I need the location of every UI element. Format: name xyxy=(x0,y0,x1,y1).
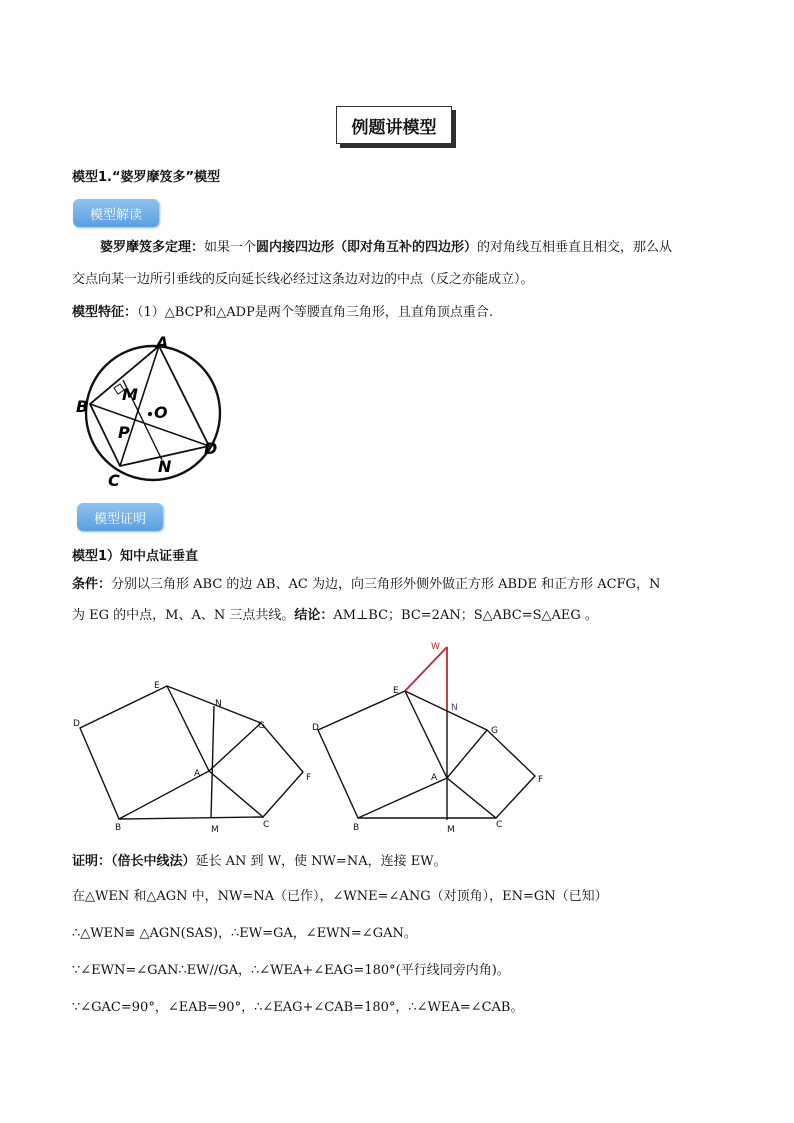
circle-label-b: B xyxy=(76,397,89,416)
fig-left-label-d: D xyxy=(73,719,80,729)
condition-line-2 xyxy=(72,606,598,626)
line-mn xyxy=(211,706,214,818)
fig-left-label-b: B xyxy=(115,823,122,833)
condition-line-1 xyxy=(72,575,660,595)
square-abde xyxy=(80,686,209,819)
condition-text-1: 分别以三角形 ABC 的边 AB、AC 为边，向三角形外侧外做正方形 ABDE 和正方形 ACFG，N xyxy=(111,577,661,592)
fig-right-label-a: A xyxy=(431,773,438,783)
theorem-term: 婆罗摩笈多定理： xyxy=(100,240,205,255)
page-title: 例题讲模型 xyxy=(336,106,452,144)
segment-ew xyxy=(405,647,447,691)
proof-line-2: 在△WEN 和△AGN 中，NW=NA（已作），∠WNE=∠ANG（对顶角），EN=GN（已知） xyxy=(72,889,608,904)
proof-line-5: ∵∠GAC=90°，∠EAB=90°，∴∠EAG+∠CAB=180°，∴∠WEA=∠CAB。 xyxy=(72,1000,524,1015)
conclusion-label: 结论： xyxy=(294,608,334,623)
fig-left-label-c: C xyxy=(263,820,270,830)
model-proof-badge: 模型证明 xyxy=(77,503,163,531)
condition-label: 条件： xyxy=(72,577,112,592)
proof-label: 证明： xyxy=(72,854,112,869)
feature-label: 模型特征： xyxy=(72,305,138,320)
condition-text-2: 为 EG 的中点，M、A、N 三点共线。 xyxy=(72,608,295,623)
proof-line-3: ∴△WEN≌ △AGN(SAS)，∴EW=GA，∠EWN=∠GAN。 xyxy=(72,926,417,941)
center-o xyxy=(148,412,152,416)
fig-left-label-n: N xyxy=(215,699,222,709)
proof-line-1 xyxy=(72,852,447,872)
fig-right-label-b: B xyxy=(353,823,360,833)
feature-text: （1）△BCP和△ADP是两个等腰直角三角形，且直角顶点重合. xyxy=(137,305,493,320)
fig-right-label-w: W xyxy=(431,642,440,652)
circle-label-p: P xyxy=(118,423,130,442)
fig-right-label-c: C xyxy=(496,820,503,830)
proof-method: （倍长中线法） xyxy=(111,854,196,869)
theorem-line-2: 交点向某一边所引垂线的反向延长线必经过这条边对边的中点（反之亦能成立）。 xyxy=(72,272,534,287)
feature-line xyxy=(72,303,493,323)
side-bc xyxy=(119,817,263,819)
conclusion-text: AM⊥BC；BC=2AN；S△ABC=S△AEG 。 xyxy=(333,608,598,623)
figure-left xyxy=(70,670,310,840)
fig-left-label-e: E xyxy=(154,681,160,691)
fig-left-label-a: A xyxy=(194,769,201,779)
circle-label-d: D xyxy=(204,439,218,458)
segment-eg xyxy=(405,691,487,730)
fig-left-label-f: F xyxy=(306,773,312,783)
circle-label-m: M xyxy=(122,385,138,404)
theorem-part2: 的对角线互相垂直且相交，那么从 xyxy=(477,240,673,255)
sub-heading: 模型1）知中点证垂直 xyxy=(72,549,199,564)
figure-right xyxy=(310,638,550,843)
theorem-part1: 如果一个 xyxy=(204,240,257,255)
fig-right-label-n: N xyxy=(451,703,458,713)
theorem-bold: 圆内接四边形（即对角互补的四边形） xyxy=(256,240,478,255)
proof-line-4: ∵∠EWN=∠GAN∴EW//GA，∴∠WEA+∠EAG=180°(平行线同旁内角)。 xyxy=(72,963,510,978)
square-acfg xyxy=(447,730,535,818)
proof-text-1: 延长 AN 到 W，使 NW=NA，连接 EW。 xyxy=(195,854,447,869)
model-heading: 模型1.“婆罗摩笈多”模型 xyxy=(72,170,221,185)
theorem-line-1 xyxy=(100,238,672,258)
model-interpret-badge: 模型解读 xyxy=(73,199,159,227)
fig-right-label-m: M xyxy=(447,825,455,835)
circle-figure xyxy=(70,330,230,490)
fig-left-label-m: M xyxy=(211,825,219,835)
fig-right-label-e: E xyxy=(393,686,399,696)
circle-label-c: C xyxy=(108,471,120,490)
circle-label-n: N xyxy=(158,457,172,476)
square-abde xyxy=(318,691,447,818)
circle-label-o: O xyxy=(154,403,168,422)
fig-right-label-g: G xyxy=(491,726,498,736)
fig-right-label-d: D xyxy=(312,723,319,733)
fig-right-label-f: F xyxy=(538,775,544,785)
square-acfg xyxy=(209,723,303,817)
circle-label-a: A xyxy=(156,333,169,352)
fig-left-label-g: G xyxy=(258,721,265,731)
